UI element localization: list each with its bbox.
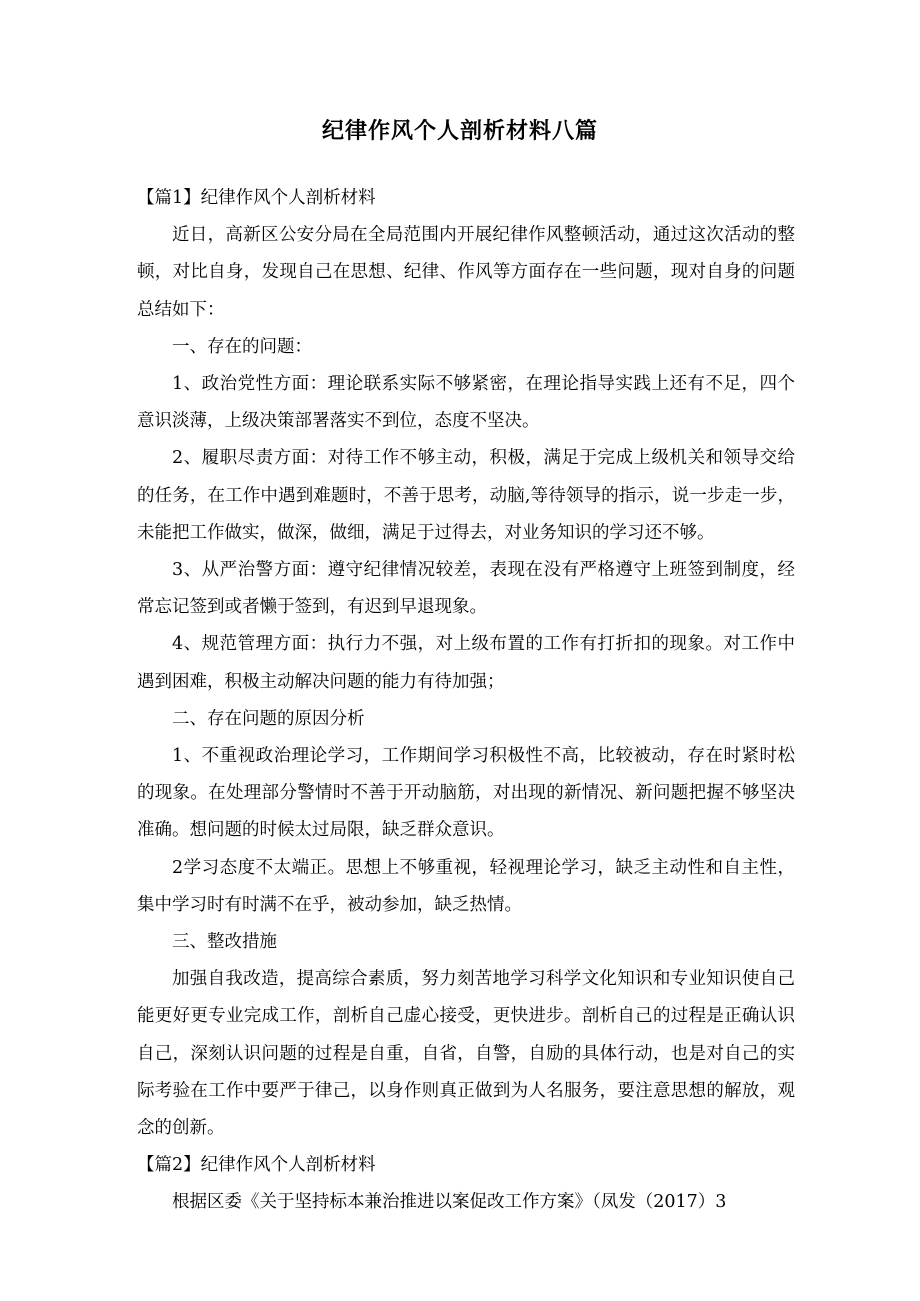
paragraph: 二、存在问题的原因分析 <box>172 708 365 729</box>
paragraph: 三、整改措施 <box>172 932 277 953</box>
section-heading: 【篇1】纪律作风个人剖析材料 <box>137 188 376 208</box>
section-heading: 【篇2】纪律作风个人剖析材料 <box>137 1155 376 1176</box>
paragraph: 一、存在的问题： <box>172 336 312 357</box>
paragraph: 1、政治党性方面：理论联系实际不够紧密，在理论指导实践上还有不足，四个意识淡薄，上级决策部署落实不到位，态度不坚决。 <box>137 374 795 432</box>
paragraph: 近日，高新区公安分局在全局范围内开展纪律作风整顿活动，通过这次活动的整顿，对比自身，发现自己在思想、纪律、作风等方面存在一些问题，现对自身的问题总结如下： <box>137 225 795 320</box>
paragraph: 2、履职尽责方面：对待工作不够主动，积极，满足于完成上级机关和领导交给的任务，在工作中遇到难题时，不善于思考，动脑,等待领导的指示，说一步走一步，未能把工作做实，做深，做细，满足于过得去，对业务知识的学习还不够。 <box>137 448 795 543</box>
paragraph: 加强自我改造，提高综合素质，努力刻苦地学习科学文化知识和专业知识使自己能更好更专业完成工作，剖析自己虚心接受，更快进步。剖析自己的过程是正确认识自己，深刻认识问题的过程是自重，自省，自警，自励的具体行动，也是对自己的实际考验在工作中要严于律己，以身作则真正做到为人名服务，要注意思想的解放，观念的创新。 <box>137 969 795 1139</box>
paragraph: 3、从严治警方面：遵守纪律情况较差，表现在没有严格遵守上班签到制度，经常忘记签到或者懒于签到，有迟到早退现象。 <box>137 560 795 618</box>
paragraph: 1、不重视政治理论学习，工作期间学习积极性不高，比较被动，存在时紧时松的现象。在处理部分警情时不善于开动脑筋，对出现的新情况、新问题把握不够坚决准确。想问题的时候太过局限，缺乏群众意识。 <box>137 746 795 841</box>
paragraph: 根据区委《关于坚持标本兼治推进以案促改工作方案》（凤发（2017）3 <box>172 1192 727 1213</box>
document-title: 纪律作风个人剖析材料八篇 <box>321 119 598 144</box>
paragraph: 4、规范管理方面：执行力不强，对上级布置的工作有打折扣的现象。对工作中遇到困难，积极主动解决问题的能力有待加强； <box>137 634 795 692</box>
paragraph: 2学习态度不太端正。思想上不够重视，轻视理论学习，缺乏主动性和自主性，集中学习时有时满不在乎，被动参加，缺乏热情。 <box>137 857 795 915</box>
document-body <box>137 180 795 1222</box>
